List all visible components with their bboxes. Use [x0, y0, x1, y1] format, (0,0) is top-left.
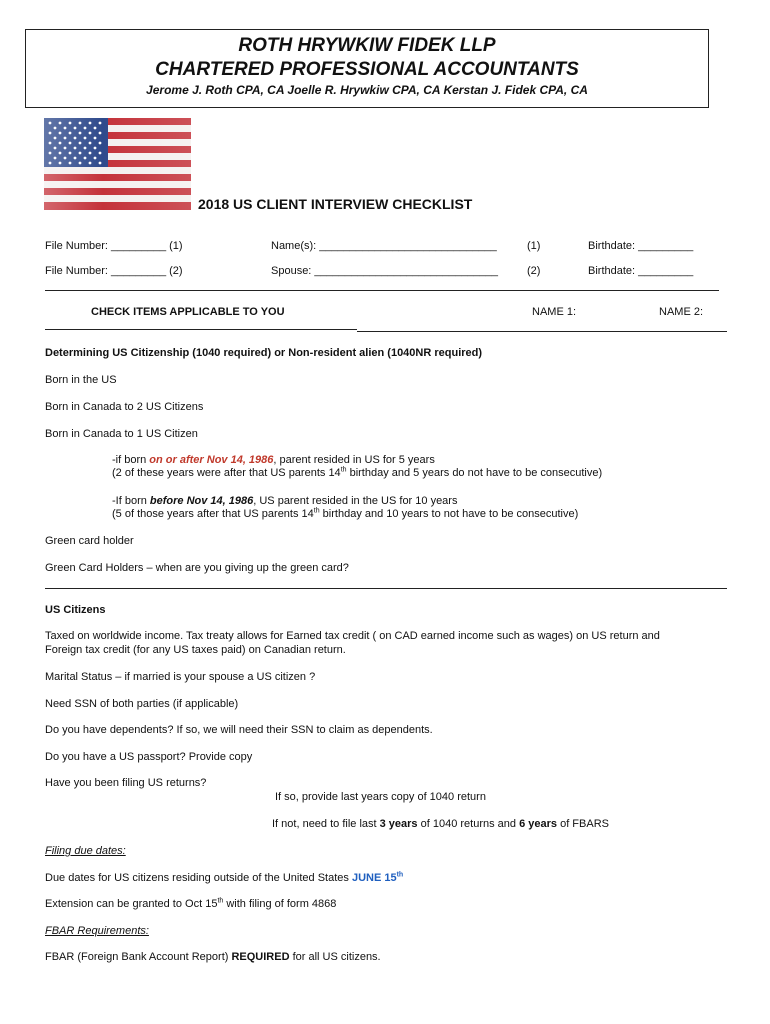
due-date-line: Due dates for US citizens residing outside of the United States JUNE 15th: [45, 871, 404, 884]
green-card-item: Green card holder: [45, 535, 134, 547]
green-card-question: Green Card Holders – when are you giving up the green card?: [45, 562, 349, 574]
birthdate-2-field[interactable]: Birthdate: _________: [588, 265, 694, 277]
born-after-rule: -if born on or after Nov 14, 1986, parent resided in US for 5 years: [112, 454, 435, 466]
dependents-item: Do you have dependents? If so, we will need their SSN to claim as dependents.: [45, 724, 433, 736]
firm-partners: Jerome J. Roth CPA, CA Joelle R. Hrywkiw CPA, CA Kerstan J. Fidek CPA, CA: [146, 83, 588, 97]
if-so-note: If so, provide last years copy of 1040 return: [275, 791, 486, 803]
marital-status-item: Marital Status – if married is your spouse a US citizen ?: [45, 671, 316, 683]
firm-type: CHARTERED PROFESSIONAL ACCOUNTANTS: [155, 59, 579, 80]
names-field[interactable]: Name(s): _____________________________: [271, 240, 497, 252]
born-after-note: (2 of these years were after that US parents 14th birthday and 5 years do not have to be consecutive): [112, 466, 603, 479]
check-items-label: CHECK ITEMS APPLICABLE TO YOU: [91, 306, 285, 318]
born-before-rule: -If born before Nov 14, 1986, US parent resided in the US for 10 years: [112, 495, 458, 507]
checklist-title: 2018 US CLIENT INTERVIEW CHECKLIST: [198, 196, 473, 212]
fbar-heading: FBAR Requirements:: [45, 925, 149, 937]
file-number-2-field[interactable]: File Number: _________ (2): [45, 265, 183, 277]
taxed-line-2: Foreign tax credit (for any US taxes paid) on Canadian return.: [45, 644, 346, 656]
us-citizens-heading: US Citizens: [45, 604, 106, 616]
fbar-line: FBAR (Foreign Bank Account Report) REQUIRED for all US citizens.: [45, 951, 381, 963]
extension-line: Extension can be granted to Oct 15th with filing of form 4868: [45, 897, 337, 910]
name-1-column: NAME 1:: [532, 306, 577, 318]
file-number-1-field[interactable]: File Number: _________ (1): [45, 240, 183, 252]
name-2-column: NAME 2:: [659, 306, 704, 318]
firm-name: ROTH HRYWKIW FIDEK LLP: [238, 35, 496, 56]
firm-header: [25, 29, 709, 108]
taxed-line-1: Taxed on worldwide income. Tax treaty allows for Earned tax credit ( on CAD earned income such as wages) on US return and: [45, 630, 660, 642]
birthdate-1-field[interactable]: Birthdate: _________: [588, 240, 694, 252]
spouse-field[interactable]: Spouse: ______________________________: [271, 265, 498, 277]
born-canada-2-item: Born in Canada to 2 US Citizens: [45, 401, 204, 413]
index-1-label: (1): [527, 240, 541, 252]
due-dates-heading: Filing due dates:: [45, 845, 126, 857]
us-flag-icon: [44, 118, 191, 210]
born-us-item: Born in the US: [45, 374, 117, 386]
divider: [45, 329, 357, 330]
divider: [357, 331, 727, 332]
citizenship-heading: Determining US Citizenship (1040 required) or Non-resident alien (1040NR required): [45, 347, 483, 359]
born-before-note: (5 of those years after that US parents 14th birthday and 10 years to not have to be consecutive): [112, 507, 579, 520]
divider: [45, 588, 727, 589]
ssn-item: Need SSN of both parties (if applicable): [45, 698, 239, 710]
born-canada-1-item: Born in Canada to 1 US Citizen: [45, 428, 198, 440]
passport-item: Do you have a US passport? Provide copy: [45, 751, 253, 763]
filing-item: Have you been filing US returns?: [45, 777, 207, 789]
if-not-note: If not, need to file last 3 years of 1040 returns and 6 years of FBARS: [272, 818, 609, 830]
divider: [45, 290, 719, 291]
index-2-label: (2): [527, 265, 541, 277]
